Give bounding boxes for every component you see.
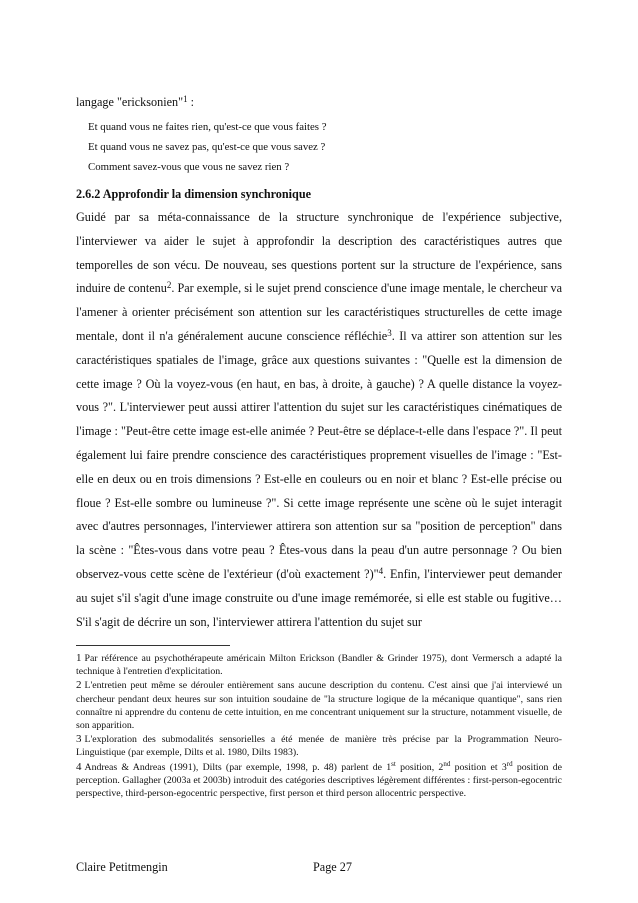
footnote-text-d: position de perception. Gallagher (2003a et 2003b) introduit des catégories descriptives légèrement différentes : first-person-egocentric perspective, third-person-egocentric perspective, first person et third person allocentric perspective. xyxy=(76,761,562,800)
body-text-2: . Par exemple, si le sujet prend conscience d'une image mentale, le chercheur va l'amener à orienter précisément son attention sur les caractéristiques structurelles de cette image mentale, dont il n'a généralement aucune conscience réfléchie xyxy=(76,281,563,343)
ordinal-suffix: nd xyxy=(443,759,451,768)
question-item: Comment savez-vous que vous ne savez rien ? xyxy=(88,161,290,173)
footnote-1 xyxy=(76,652,562,678)
footnote-number: 3 xyxy=(76,733,82,746)
footnote-text-c: position et 3 xyxy=(450,761,507,773)
footer-page-number: Page 27 xyxy=(313,860,352,874)
footnote-ref-1[interactable]: 1 xyxy=(183,94,188,104)
body-text-3: . Il va attirer son attention sur les caractéristiques spatiales de l'image, grâce aux questions suivantes : "Quelle est la dimension de cette image ? Où la voyez-vous (en haut, en bas, à droite, à gauche) ? A quelle distance la voyez-vous ?". L'interviewer peut aussi attirer l'attention du sujet sur les caractéristiques cinématiques de l'image : "Peut-être cette image est-elle animée ? Peut-être se déplace-t-elle dans l'espace ?". Il peut également lui faire prendre conscience des caractéristiques proprement visuelles de l'image : "Est-elle en deux ou en trois dimensions ? Est-elle en couleurs ou en noir et blanc ? Est-elle précise ou floue ? Est-elle sombre ou lumineuse ?". Si cette image représente une scène où le sujet interagit avec d'autres personnages, l'interviewer attirera son attention sur sa "position de perception" dans la scène : "Êtes-vous dans votre peau ? Êtes-vous dans la peau d'un autre personnage ? Ou bien observez-vous cette scène de l'extérieur (d'où exactement ?)" xyxy=(76,328,562,581)
body-paragraph xyxy=(76,206,562,634)
footer-author: Claire Petitmengin xyxy=(76,860,168,874)
footnote-number: 2 xyxy=(76,679,82,692)
ordinal-suffix: st xyxy=(391,759,396,768)
footnote-ref-4[interactable]: 4 xyxy=(378,565,384,576)
question-item: Et quand vous ne faites rien, qu'est-ce que vous faites ? xyxy=(88,121,327,133)
ordinal-suffix: rd xyxy=(506,759,513,768)
footnotes xyxy=(76,652,562,801)
footnote-separator xyxy=(76,645,230,646)
footnote-text: L'exploration des submodalités sensorielles a été menée de manière très précise par la Programmation Neuro-Linguistique (par exemple, Dilts et al. 1980, Dilts 1983). xyxy=(76,734,562,759)
footnote-text: Par référence au psychothérapeute américain Milton Erickson (Bandler & Grinder 1975), dont Vermersch a adapté la technique à l'entretien d'explicitation. xyxy=(76,653,562,678)
footnote-3 xyxy=(76,733,562,759)
footnote-number: 4 xyxy=(76,760,82,773)
footnote-2 xyxy=(76,679,562,732)
body-text-4: . Enfin, l'interviewer peut demander au sujet s'il s'agit d'une image construite ou d'une image remémorée, si elle est stable ou fugitive… S'il s'agit de décrire un son, l'interviewer attirera l'attention du sujet sur xyxy=(76,566,562,629)
footnote-text: L'entretien peut même se dérouler entièrement sans aucune description du contenu. C'est ainsi que j'ai interviewé un chercheur pendant deux heures sur son intuition soudaine de "la structure logique de la mécanique quantique", sans rien connaître ni apprendre du contenu de cette intuition, en me concentrant uniquement sur la structure, notamment visuelle, de son apparition. xyxy=(76,680,562,732)
question-list xyxy=(88,117,327,177)
footnote-4 xyxy=(76,761,562,801)
footnote-number: 1 xyxy=(76,652,82,664)
section-heading: 2.6.2 Approfondir la dimension synchronique xyxy=(76,187,312,201)
footnote-text-b: position, 2 xyxy=(395,761,444,773)
intro-colon: : xyxy=(187,95,195,109)
intro-text: langage "ericksonien" xyxy=(76,95,184,109)
intro-line xyxy=(76,94,194,110)
footnote-text-a: Andreas & Andreas (1991), Dilts (par exemple, 1998, p. 48) parlent de 1 xyxy=(84,761,392,773)
body-text-1: Guidé par sa méta-connaissance de la structure synchronique de l'expérience subjective, l'interviewer va aider le sujet à approfondir la description des caractéristiques autres que temporelles de son vécu. De nouveau, ses questions portent sur la structure de l'expérience, sans induire de contenu xyxy=(76,210,562,296)
question-item: Et quand vous ne savez pas, qu'est-ce que vous savez ? xyxy=(88,141,326,153)
footnote-ref-2[interactable]: 2 xyxy=(166,280,172,291)
footnote-ref-3[interactable]: 3 xyxy=(387,327,392,338)
